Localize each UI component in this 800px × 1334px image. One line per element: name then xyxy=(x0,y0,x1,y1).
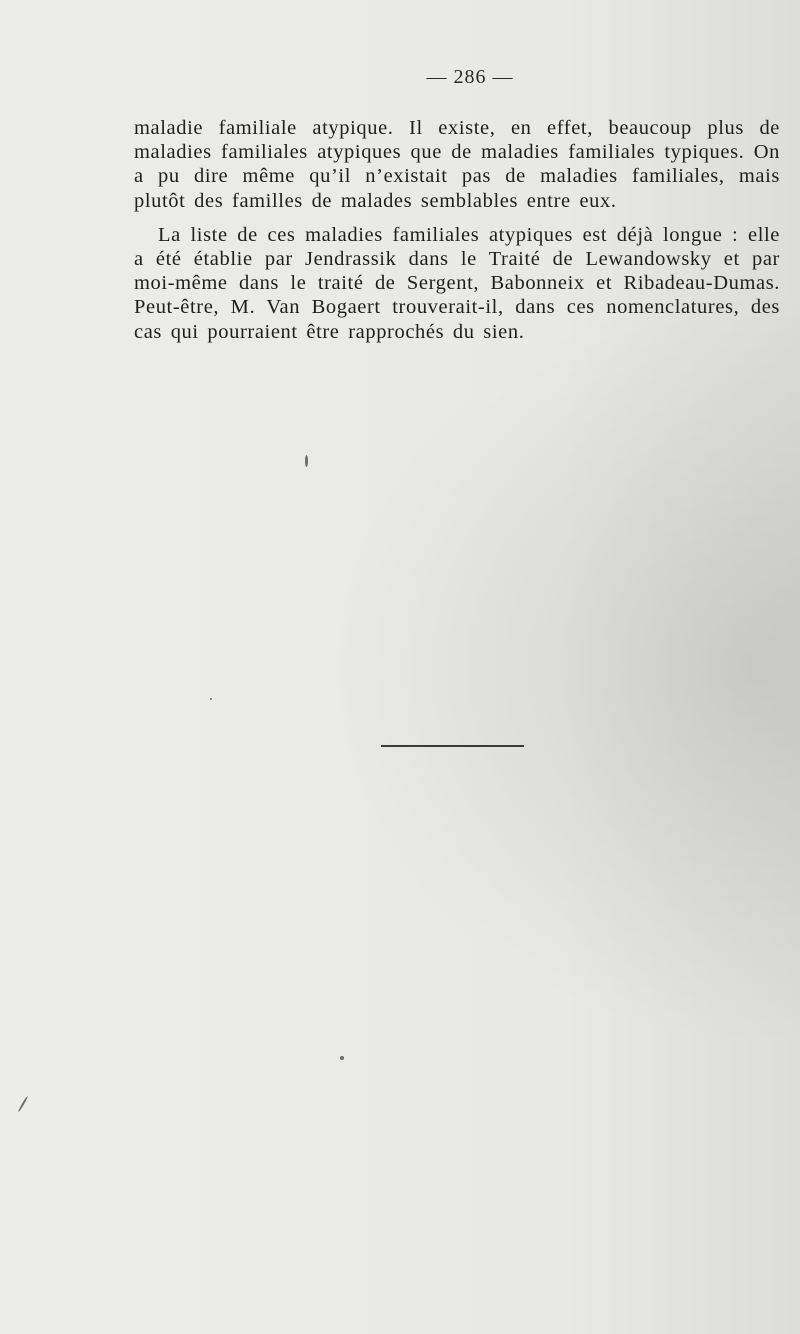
paper-speck xyxy=(18,1096,29,1113)
paragraph-2: La liste de ces maladies familiales atypiques est déjà longue : elle a été établie par Jendrassik dans le Traité de Lewandowsky et par moi-même dans le traité de Sergent, Babonneix et Ribadeau-Dumas. Peut-être, M. Van Bogaert trouverait-il, dans ces nomenclatures, des cas qui pourraient être rapprochés du sien. xyxy=(134,223,780,343)
paper-speck xyxy=(340,1056,344,1060)
page-number: — 286 — xyxy=(426,66,514,88)
paper-speck xyxy=(210,698,212,700)
paper-speck xyxy=(305,455,308,467)
end-rule xyxy=(381,745,524,747)
paragraph-1: maladie familiale atypique. Il existe, en effet, beaucoup plus de maladies familiales atypiques que de maladies familiales typiques. On a pu dire même qu’il n’existait pas de maladies familiales, mais plutôt des familles de malades semblables entre eux. xyxy=(134,117,780,212)
body-text xyxy=(134,116,780,344)
